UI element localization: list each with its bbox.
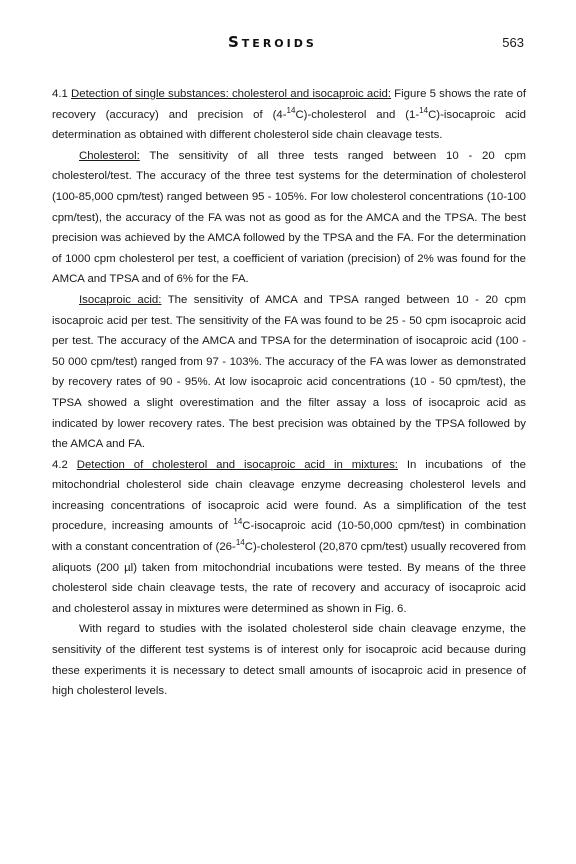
paragraph-text: The sensitivity of AMCA and TPSA ranged between 10 - 20 cpm isocaproic acid per test. The sensitivity of the FA was found to be 25 - 50 cpm isocaproic acid per test. The accuracy of the AMCA and TPSA for the determination of isocaproic acid (100 - 50 000 cpm/test) ranged from 97 - 103%. The accuracy of the FA was lower as demonstrated by recovery rates of 90 - 95%. At low isocaproic acid concentrations (10 - 50 cpm/test), the TPSA showed a slight overestimation and the filter assay a loss of isocaproic acid as indicated by lower recovery rates. The best precision was obtained by the TPSA followed by the AMCA and FA. <box>52 293 526 451</box>
paragraph-text: C)-cholesterol and (1- <box>295 108 420 121</box>
cholesterol-paragraph <box>52 146 526 290</box>
section-4-2-paragraph <box>52 455 526 620</box>
isotope-superscript: 14 <box>286 105 296 115</box>
paragraph-text: C-isocaproic acid (10-50,000 cpm/test) in combination with a constant concentration of (26- <box>52 520 526 554</box>
section-number: 4.1 <box>52 88 68 100</box>
section-heading: Detection of single substances: cholesterol and isocaproic acid: <box>71 88 391 100</box>
journal-name: Steroids <box>228 33 317 51</box>
section-number: 4.2 <box>52 458 68 471</box>
page-number: 563 <box>502 35 524 50</box>
paragraph-text: Figure 5 shows the rate of recovery (accuracy) and precision of (4- <box>52 88 527 121</box>
paragraph-text: C)-cholesterol (20,870 cpm/test) usually recovered from aliquots (200 µl) taken from mitochondrial incubations were tested. By means of the three cholesterol side chain cleavage tests, the rate of recovery and accuracy of isocaproic acid and cholesterol assay in mixtures were determined as shown in Fig. 6. <box>52 541 526 615</box>
isotope-superscript: 14 <box>233 517 243 527</box>
subheading-cholesterol: Cholesterol: <box>79 149 140 162</box>
paragraph-text: In incubations of the mitochondrial cholesterol side chain cleavage enzyme decreasing cholesterol levels and increasing concentrations of isocaproic acid were found. As a simplification of the test procedure, increasing amounts of <box>52 458 527 533</box>
section-4-1-paragraph <box>52 84 526 146</box>
isotope-superscript: 14 <box>235 538 245 548</box>
isotope-superscript: 14 <box>419 105 429 115</box>
subheading-isocaproic-acid: Isocaproic acid: <box>79 293 162 306</box>
section-heading: Detection of cholesterol and isocaproic acid in mixtures: <box>76 458 398 471</box>
paragraph-text: C)-isocaproic acid determination as obtained with different cholesterol side chain cleavage tests. <box>52 108 526 142</box>
paragraph-text: The sensitivity of all three tests ranged between 10 - 20 cpm cholesterol/test. The accuracy of the three test systems for the determination of cholesterol (100-85,000 cpm/test) ranged between 95 - 105%. For low cholesterol concentrations (10-100 cpm/test), the accuracy of the FA was not as good as for the AMCA and the TPSA. The best precision was achieved by the AMCA followed by the TPSA and the FA. For the determination of 1000 cpm cholesterol per test, a coefficient of variation (precision) of 2% was found for the AMCA and TPSA and of 6% for the FA. <box>52 149 526 286</box>
body-text <box>52 84 526 702</box>
closing-paragraph: With regard to studies with the isolated cholesterol side chain cleavage enzyme, the sensitivity of the different test systems is of interest only for isocaproic acid because during these experiments it is necessary to detect small amounts of isocaproic acid in presence of high cholesterol levels. <box>52 623 526 698</box>
running-head <box>0 33 576 55</box>
isocaproic-acid-paragraph <box>52 290 526 455</box>
